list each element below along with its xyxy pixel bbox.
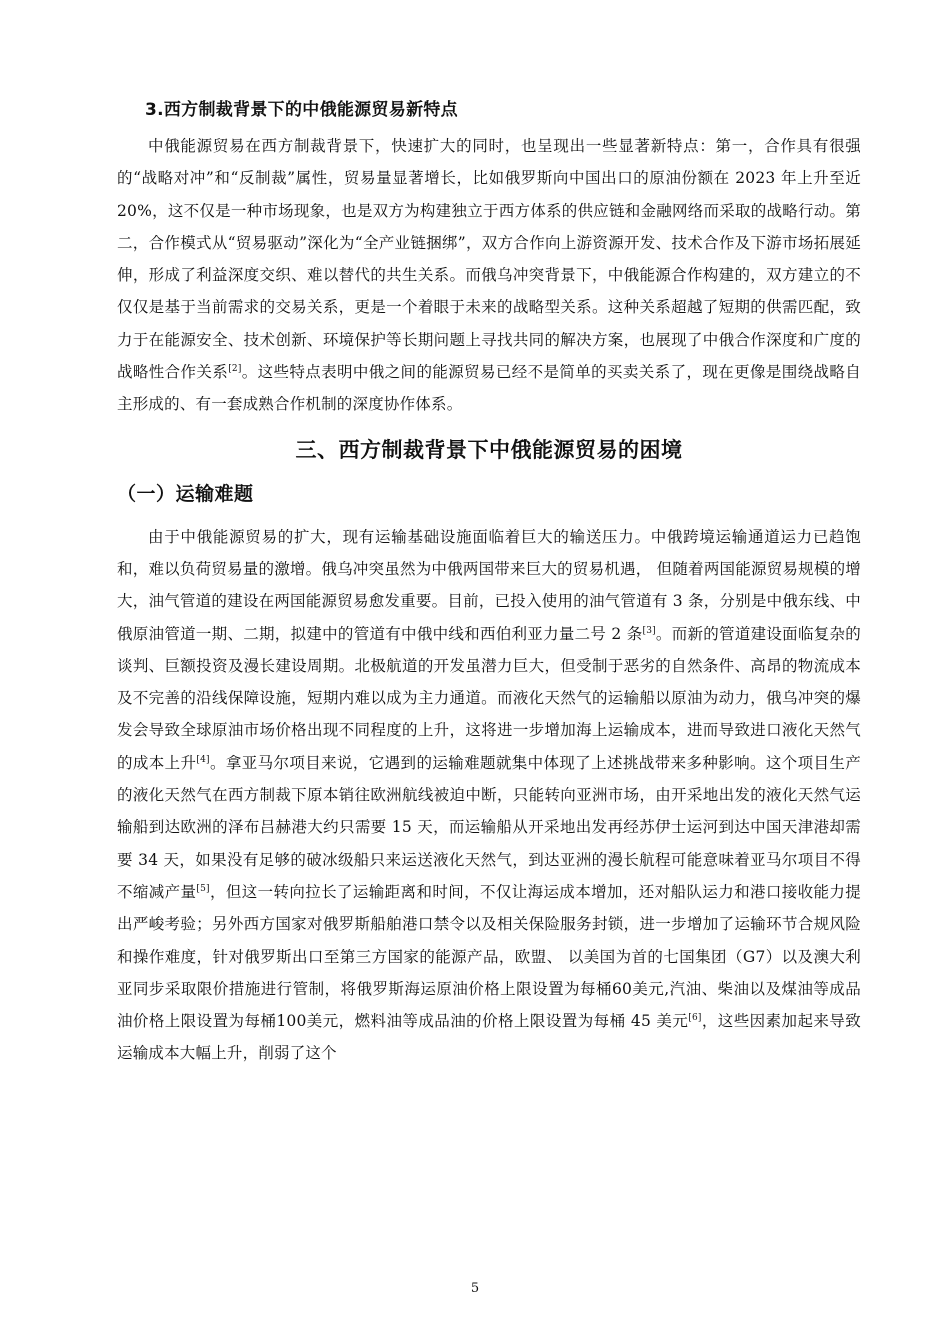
- para2-text-2: 。而新的管道建设面临复杂的谈判、巨额投资及漫长建设周期。北极航道的开发虽潜力巨大，但受制于恶劣的自然条件、高昂的物流成本及不完善的沿线保障设施，短期内难以成为主力通道。而液化天然气的运输船以原油为动力，俄乌冲突的爆发会导致全球原油市场价格出现不同程度的上升，这将进一步增加海上运输成本，进而导致进口液化天然气的成本上升: [117, 624, 861, 772]
- citation-5: [5]: [196, 883, 210, 894]
- para1-text-1: 中俄能源贸易在西方制裁背景下，快速扩大的同时，也呈现出一些显著新特点：第一，合作具有很强的“战略对冲”和“反制裁”属性，贸易量显著增长，比如俄罗斯向中国出口的原油份额在 2023 年上升至近 20%，这不仅是一种市场现象，也是双方为构建独立于西方体系的供应链和金融网络而采取的战略行动。第二，合作模式从“贸易驱动”深化为“全产业链捆绑”，双方合作向上游资源开发、技术合作及下游市场拓展延伸，形成了利益深度交织、难以替代的共生关系。而俄乌冲突背景下，中俄能源合作构建的，双方建立的不仅仅是基于当前需求的交易关系，更是一个着眼于未来的战略型关系。这种关系超越了短期的供需匹配，致力于在能源安全、技术创新、环境保护等长期问题上寻找共同的解决方案，也展现了中俄合作深度和广度的战略性合作关系: [117, 137, 861, 382]
- para1-text-2: 。这些特点表明中俄之间的能源贸易已经不是简单的买卖关系了，现在更像是围绕战略自主形成的、有一套成熟合作机制的深度协作体系。: [117, 363, 861, 414]
- citation-2: [2]: [228, 363, 242, 374]
- chapter-heading: 三、西方制裁背景下中俄能源贸易的困境: [295, 437, 683, 462]
- subsection-heading: （一）运输难题: [117, 482, 254, 505]
- para2-text-1: 由于中俄能源贸易的扩大，现有运输基础设施面临着巨大的输送压力。中俄跨境运输通道运力已趋饱和，难以负荷贸易量的激增。俄乌冲突虽然为中俄两国带来巨大的贸易机遇， 但随着两国能源贸易规模的增大，油气管道的建设在两国能源贸易愈发重要。目前，已投入使用的油气管道有 3 条，分别是中俄东线、中俄原油管道一期、二期，拟建中的管道有中俄中线和西伯利亚力量二号 2 条: [117, 527, 861, 643]
- para2-text-5: ，这些因素加起来导致运输成本大幅上升，削弱了这个: [117, 1012, 861, 1063]
- section-heading-3: 3.西方制裁背景下的中俄能源贸易新特点: [145, 100, 458, 120]
- paragraph-transport-problems: [117, 521, 861, 1070]
- page-number: 5: [470, 1281, 480, 1296]
- page-content: [117, 96, 861, 1070]
- citation-3: [3]: [642, 625, 656, 636]
- para2-text-3: 。拿亚马尔项目来说，它遇到的运输难题就集中体现了上述挑战带来多种影响。这个项目生产的液化天然气在西方制裁下原本销往欧洲航线被迫中断，只能转向亚洲市场，由开采地出发的液化天然气运输船到达欧洲的泽布吕赫港大约只需要 15 天，而运输船从开采地出发再经苏伊士运河到达中国天津港却需要 34 天，如果没有足够的破冰级船只来运送液化天然气，到达亚洲的漫长航程可能意味着亚马尔项目不得不缩减产量: [117, 753, 861, 901]
- citation-6: [6]: [688, 1012, 702, 1023]
- paragraph-new-features: [117, 130, 861, 421]
- para2-text-4: ，但这一转向拉长了运输距离和时间，不仅让海运成本增加，还对船队运力和港口接收能力提出严峻考验；另外西方国家对俄罗斯船舶港口禁令以及相关保险服务封锁，进一步增加了运输环节合规风险和操作难度，针对俄罗斯出口至第三方国家的能源产品，欧盟、 以美国为首的七国集团（G7）以及澳大利亚同步采取限价措施进行管制，将俄罗斯海运原油价格上限设置为每桶60美元,汽油、柴油以及煤油等成品油价格上限设置为每桶100美元，燃料油等成品油的价格上限设置为每桶 45 美元: [117, 882, 861, 1031]
- citation-4: [4]: [196, 754, 210, 765]
